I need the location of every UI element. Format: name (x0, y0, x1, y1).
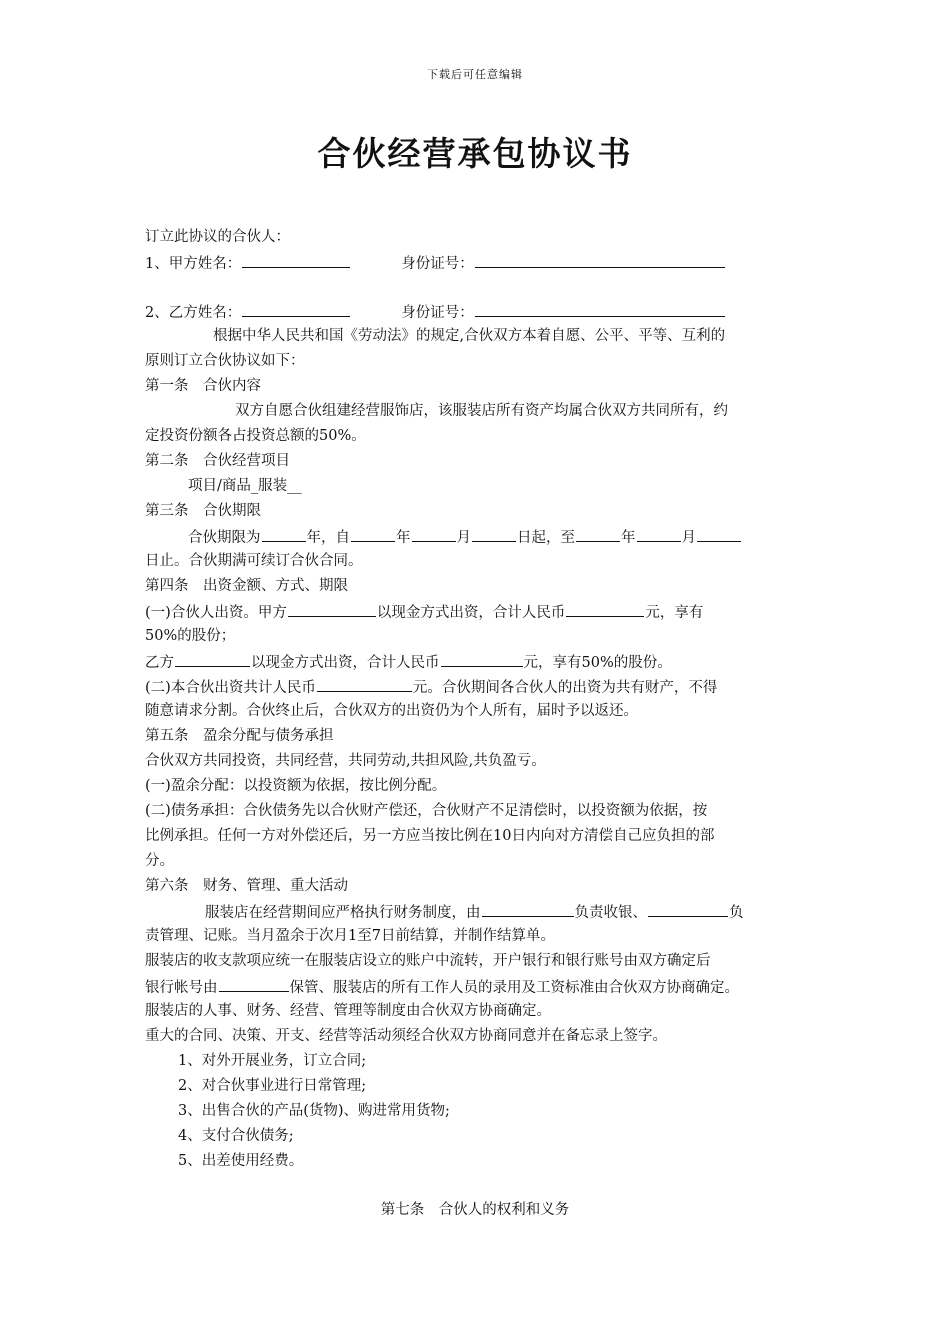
article-6-line-3: 服装店的收支款项应统一在服装店设立的账户中流转，开户银行和银行账号由双方确定后 (145, 953, 711, 969)
finance-text: 负责收银、 (574, 905, 647, 921)
article-4-line-3 (145, 654, 672, 671)
article-4-line-5: 随意请求分割。合伙终止后，合伙双方的出资仍为个人所有，届时予以返还。 (145, 703, 638, 719)
finance-text: 保管、服装店的所有工作人员的录用及工资标准由合伙双方协商确定。 (289, 980, 739, 996)
article-5-line-1: 合伙双方共同投资，共同经营，共同劳动,共担风险,共负盈亏。 (145, 753, 546, 769)
preamble-line-1: 根据中华人民共和国《劳动法》的规定,合伙双方本着自愿、公平、平等、互利的 (213, 328, 726, 344)
party-a-amount-blank (566, 604, 644, 617)
contribution-text: 元，享有50%的股份。 (523, 655, 672, 671)
start-year-blank (351, 529, 395, 542)
article-4-heading: 第四条 出资金额、方式、期限 (145, 578, 348, 594)
term-text: 合伙期限为 (188, 530, 261, 546)
party-a-name-blank (242, 255, 350, 268)
article-4-line-2: 50%的股份； (145, 628, 236, 644)
article-6-item-4: 4、支付合伙债务; (178, 1128, 294, 1144)
term-years-blank (262, 529, 306, 542)
document-title: 合伙经营承包协议书 (317, 134, 633, 173)
start-day-blank (472, 529, 516, 542)
term-text: 月 (681, 530, 696, 546)
article-3-line-2: 日止。合伙期满可续订合伙合同。 (145, 553, 363, 569)
party-a-contribution-blank (288, 604, 376, 617)
article-6-line-6: 重大的合同、决策、开支、经营等活动须经合伙双方协商同意并在备忘录上签字。 (145, 1028, 667, 1044)
article-5-line-2: (一)盈余分配：以投资额为依据，按比例分配。 (145, 778, 447, 794)
bookkeeper-blank (648, 904, 728, 917)
article-5-heading: 第五条 盈余分配与债务承担 (145, 728, 334, 744)
article-6-item-5: 5、出差使用经费。 (178, 1153, 304, 1169)
party-a-label: 1、甲方姓名： (145, 256, 242, 272)
article-4-line-1 (145, 604, 703, 621)
article-6-line-1 (205, 904, 744, 921)
article-6-item-1: 1、对外开展业务，订立合同; (178, 1053, 367, 1069)
contribution-text: (二)本合伙出资共计人民币 (145, 680, 316, 696)
party-b-name-blank (242, 304, 350, 317)
article-4-line-4 (145, 679, 717, 696)
party-b-amount-blank (441, 654, 523, 667)
article-5-line-5: 分。 (145, 853, 174, 869)
cashier-blank (482, 904, 574, 917)
term-text: 日起，至 (517, 530, 575, 546)
article-2-line-1: 项目/商品_服装__ (188, 478, 302, 494)
article-5-line-3: (二)债务承担：合伙债务先以合伙财产偿还，合伙财产不足清偿时，以投资额为依据，按 (145, 803, 708, 819)
contribution-text: (一)合伙人出资。甲方 (145, 605, 287, 621)
contribution-text: 以现金方式出资，合计人民币 (251, 655, 440, 671)
party-b-line (145, 304, 726, 321)
term-text: 年 (621, 530, 636, 546)
party-a-id-label: 身份证号： (401, 256, 474, 272)
party-b-label: 2、乙方姓名： (145, 305, 242, 321)
article-3-heading: 第三条 合伙期限 (145, 503, 261, 519)
article-1-line-2: 定投资份额各占投资总额的50%。 (145, 428, 366, 444)
parties-intro: 订立此协议的合伙人： (145, 229, 290, 245)
party-a-line (145, 255, 726, 272)
account-keeper-blank (219, 979, 289, 992)
contribution-text: 元。合伙期间各合伙人的出资为共有财产，不得 (412, 680, 718, 696)
contribution-text: 元，享有 (645, 605, 704, 621)
contribution-text: 乙方 (145, 655, 174, 671)
article-1-line-1: 双方自愿合伙组建经营服饰店，该服装店所有资产均属合伙双方共同所有，约 (235, 403, 728, 419)
term-text: 年，自 (306, 530, 350, 546)
party-b-contribution-blank (175, 654, 250, 667)
article-3-line-1 (188, 529, 742, 546)
article-6-item-3: 3、出售合伙的产品(货物)、购进常用货物; (178, 1103, 450, 1119)
article-6-line-5: 服装店的人事、财务、经营、管理等制度由合伙双方协商确定。 (145, 1003, 551, 1019)
total-contribution-blank (317, 679, 412, 692)
party-b-id-label: 身份证号： (401, 305, 474, 321)
article-6-line-2: 责管理、记账。当月盈余于次月1至7日前结算，并制作结算单。 (145, 928, 555, 944)
article-1-heading: 第一条 合伙内容 (145, 378, 261, 394)
start-month-blank (412, 529, 456, 542)
article-6-item-2: 2、对合伙事业进行日常管理; (178, 1078, 367, 1094)
party-a-id-blank (475, 255, 725, 268)
finance-text: 服装店在经营期间应严格执行财务制度，由 (205, 905, 481, 921)
finance-text: 负 (729, 905, 744, 921)
article-2-heading: 第二条 合伙经营项目 (145, 453, 290, 469)
term-text: 年 (396, 530, 411, 546)
end-month-blank (637, 529, 681, 542)
article-6-heading: 第六条 财务、管理、重大活动 (145, 878, 348, 894)
header-note: 下载后可任意编辑 (427, 68, 523, 81)
preamble-line-2: 原则订立合伙协议如下： (145, 353, 305, 369)
contribution-text: 以现金方式出资，合计人民币 (376, 605, 566, 621)
finance-text: 银行帐号由 (145, 980, 218, 996)
end-year-blank (576, 529, 620, 542)
article-6-line-4 (145, 979, 739, 996)
end-day-blank (697, 529, 741, 542)
party-b-id-blank (475, 304, 725, 317)
article-7-heading: 第七条 合伙人的权利和义务 (380, 1202, 570, 1218)
article-5-line-4: 比例承担。任何一方对外偿还后，另一方应当按比例在10日内向对方清偿自己应负担的部 (145, 828, 715, 844)
term-text: 月 (456, 530, 471, 546)
